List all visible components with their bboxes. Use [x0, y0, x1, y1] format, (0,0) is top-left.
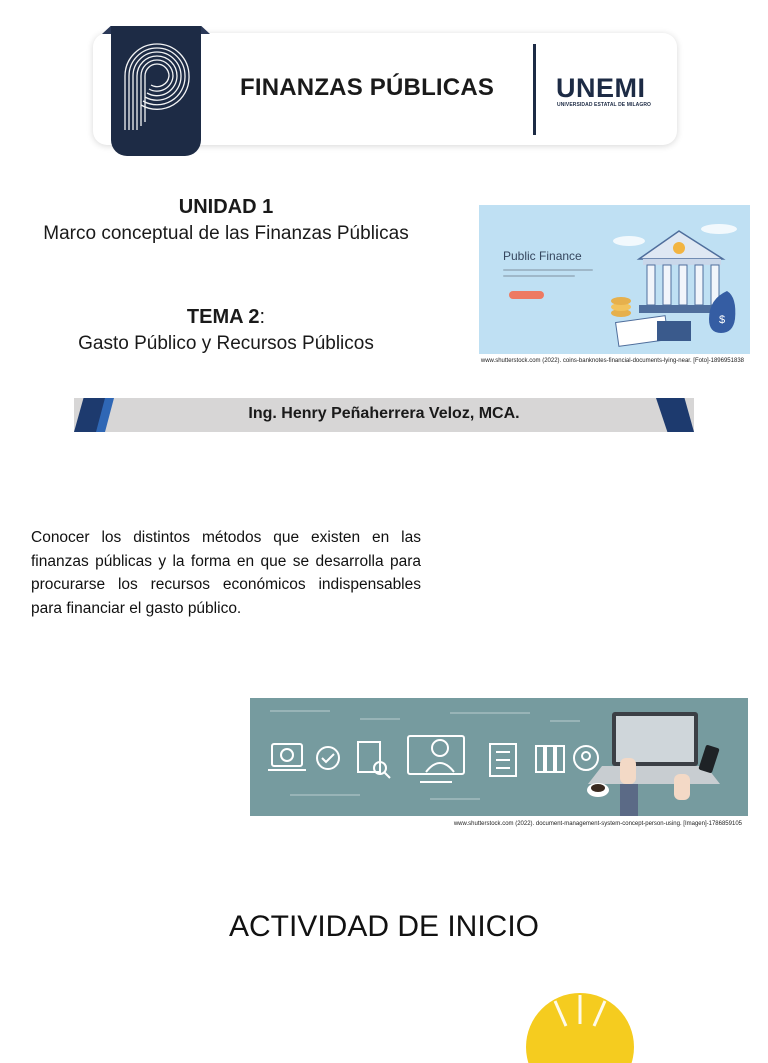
unemi-logo: UNEMI [556, 73, 646, 103]
activity-title: ACTIVIDAD DE INICIO [228, 910, 540, 943]
public-finance-image [479, 205, 750, 354]
public-finance-credit: www.shutterstock.com (2022). coins-banknotes-financial-documents-lying-near. [Foto]-1896951838 [480, 358, 744, 364]
document-management-image [250, 698, 748, 816]
theme-label: TEMA 2 [186, 306, 260, 328]
header-divider [533, 44, 536, 135]
document-management-credit: www.shutterstock.com (2022). document-management-system-concept-person-using. [Imagen]-1786859105 [453, 821, 742, 827]
bank-building-icon [599, 211, 749, 351]
document-management-icons [250, 698, 748, 816]
sun-icon [510, 993, 650, 1063]
svg-text:$: $ [719, 314, 726, 326]
unit-name: Marco conceptual de las Finanzas Públicas [43, 223, 409, 244]
placeholder-text-lines [503, 269, 593, 281]
objective-text: Conocer los distintos métodos que existen en las finanzas públicas y la forma en que se desarrolla para procurarse los recursos económicos indispensables para financiar el gasto público. [31, 529, 421, 617]
author-name: Ing. Henry Peñaherrera Veloz, MCA. [248, 405, 520, 422]
logo-badge [111, 26, 201, 156]
public-finance-caption: Public Finance [503, 249, 582, 263]
theme-separator: : [259, 306, 266, 328]
theme-name: Gasto Público y Recursos Públicos [78, 333, 374, 354]
university-emblem-icon [111, 26, 201, 156]
page-title: FINANZAS PÚBLICAS [240, 74, 495, 101]
unemi-logo-subtitle: UNIVERSIDAD ESTATAL DE MILAGRO [557, 102, 652, 108]
illustration-button [509, 291, 544, 299]
unit-label: UNIDAD 1 [178, 196, 274, 218]
theme-heading [6, 306, 446, 329]
